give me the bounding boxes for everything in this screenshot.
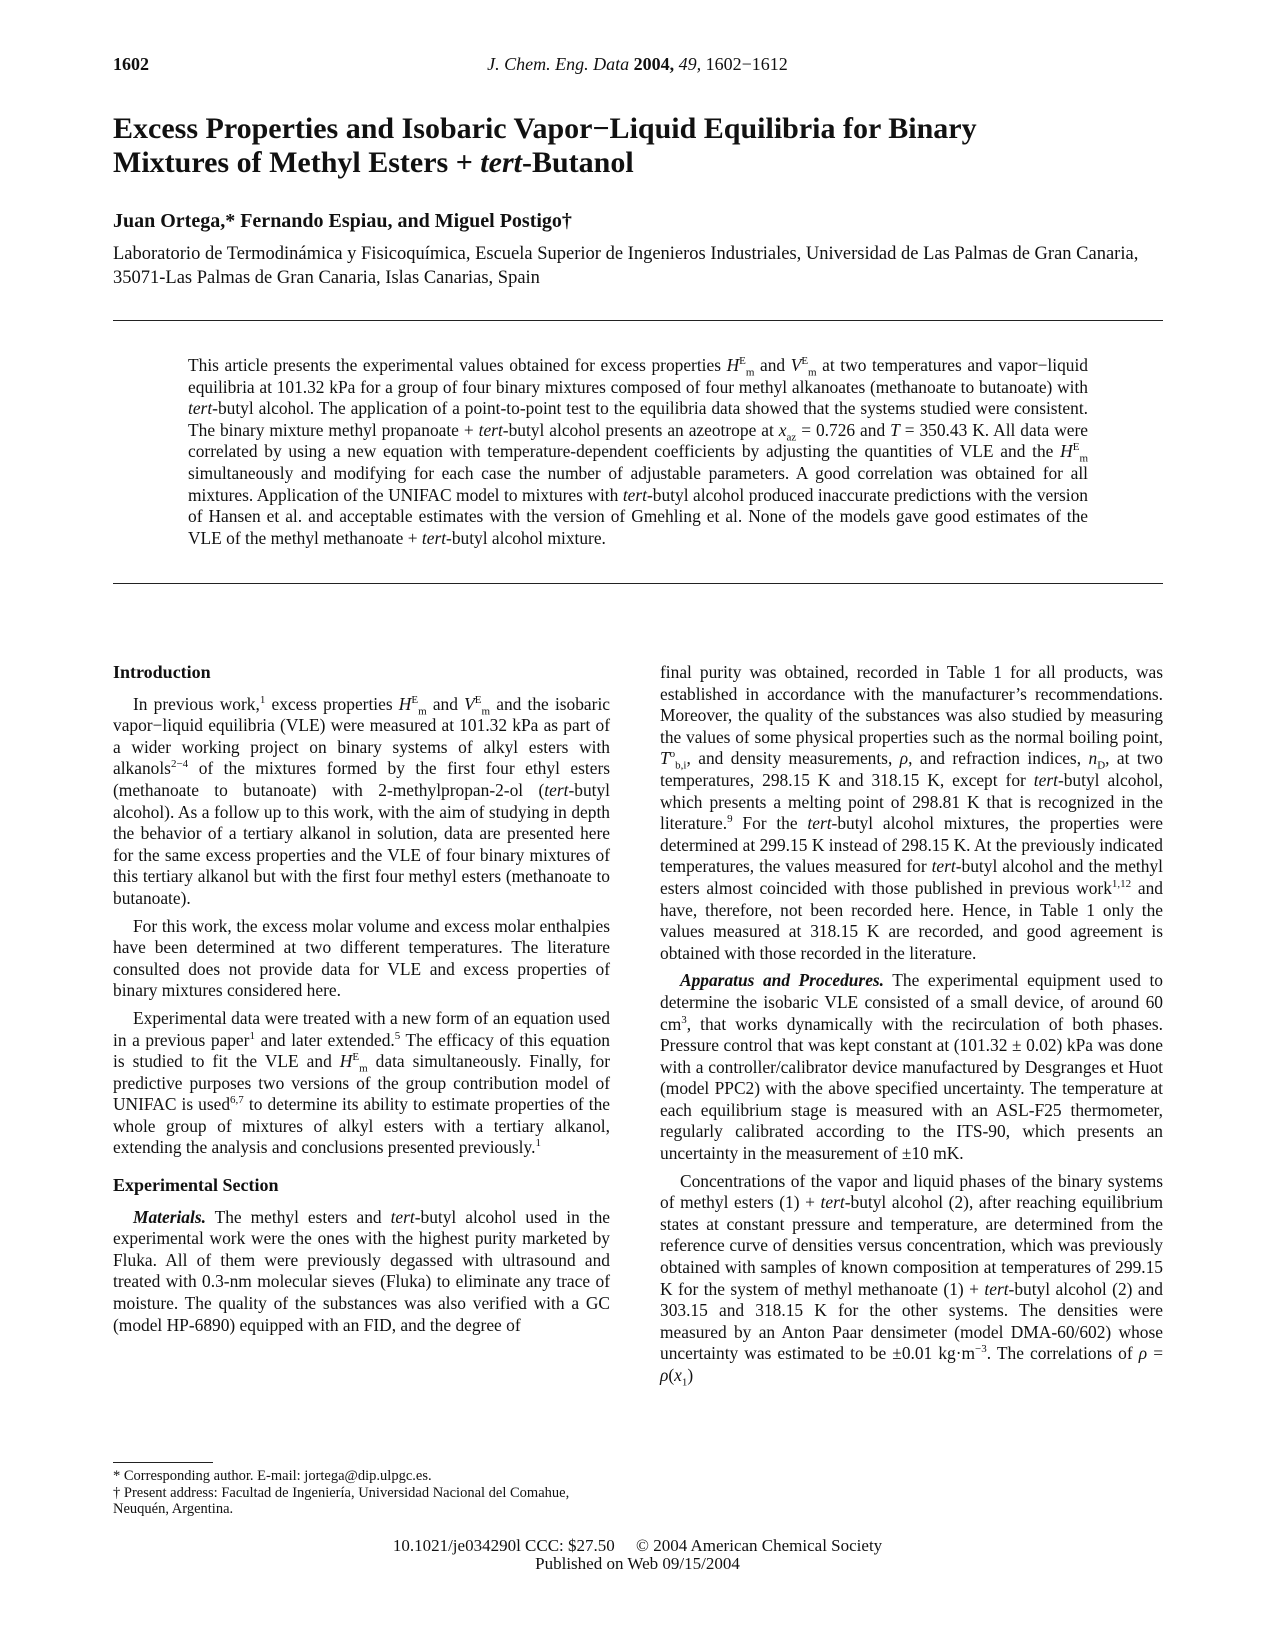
page-footer <box>0 1537 1275 1573</box>
publication-date-line: Published on Web 09/15/2004 <box>535 1554 740 1573</box>
title-line-2: Mixtures of Methyl Esters + tert-Butanol <box>113 146 634 179</box>
concentrations-paragraph: Concentrations of the vapor and liquid phases of the binary systems of methyl esters (1) + tert-butyl alcohol (2), after reaching equilibrium states at constant pressure and temperature, are determined from the reference curve of densities versus concentration, which was previously obtained with samples of known composition at temperatures of 299.15 K for the system of methyl methanoate (1) + tert-butyl alcohol (2) and 303.15 and 318.15 K for the other systems. The densities were measured by an Anton Paar densimeter (model DMA-60/602) whose uncertainty was estimated to be ±0.01 $kg\cdot m^{-3}$. The correlations of $\rho = \rho(x_1)$ <box>660 1170 1164 1389</box>
experimental-heading: Experimental Section <box>113 1175 279 1196</box>
footnote-corresponding-author: * Corresponding author. E-mail: jortega@dip.ulpgc.es. <box>113 1468 432 1484</box>
title-line-1: Excess Properties and Isobaric Vapor−Liquid Equilibria for Binary <box>113 112 977 145</box>
right-column <box>660 662 1163 1387</box>
abstract-top-rule <box>113 320 1163 321</box>
materials-paragraph: Materials. The methyl esters and tert-butyl alcohol used in the experimental work were the ones with the highest purity marketed by Fluka. All of them were previously degassed with ultrasound and treated with 0.3-nm molecular sieves (Fluka) to eliminate any trace of moisture. The quality of the substances was also verified with a GC (model HP-6890) equipped with an FID, and the degree of <box>113 1206 610 1335</box>
abstract-bottom-rule <box>113 583 1163 584</box>
intro-paragraph-3: Experimental data were treated with a new form of an equation used in a previous paper$^1$ and later extended.$^5$ The efficacy of this equation is studied to fit the VLE and $H^E_m$ data simultaneously. Finally, for predictive purposes two versions of the group contribution model of UNIFAC is used$^{6,7}$ to determine its ability to estimate properties of the whole group of mixtures of alkyl esters with a tertiary alkanol, extending the analysis and conclusions presented previously.$^1$ <box>113 1007 610 1158</box>
journal-year: 2004, <box>633 54 675 74</box>
intro-paragraph-1: In previous work,$^1$ excess properties $H^E_m$ and $V^E_m$ and the isobaric vapor−liquid equilibria (VLE) were measured at 101.32 kPa as part of a wider working project on binary systems of alkyl esters with alkanols$^{2-4}$ of the mixtures formed by the first four ethyl esters (methanoate to butanoate) with 2-methylpropan-2-ol (tert-butyl alcohol). As a follow up to this work, with the aim of studying in depth the behavior of a tertiary alkanol in solution, data are presented here for the same excess properties and the VLE of four binary mixtures of this tertiary alkanol but with the first four methyl esters (methanoate to butanoate). <box>113 693 610 908</box>
affiliation: Laboratorio de Termodinámica y Fisicoquímica, Escuela Superior de Ingenieros Industriales, Universidad de Las Palmas de Gran Canaria, 35071-Las Palmas de Gran Canaria, Islas Canarias, Spain <box>113 244 1139 288</box>
left-column <box>113 662 610 1336</box>
intro-paragraph-2: For this work, the excess molar volume and excess molar enthalpies have been determined at two different temperatures. The literature consulted does not provide data for VLE and excess properties of binary mixtures considered here. <box>113 915 610 1001</box>
page-number: 1602 <box>113 54 149 74</box>
journal-volume: 49, <box>678 54 702 74</box>
apparatus-paragraph: Apparatus and Procedures. The experimental equipment used to determine the isobaric VLE consisted of a small device, of around 60 $cm^3$, that works dynamically with the recirculation of both phases. Pressure control that was kept constant at (101.32 ± 0.02) kPa was done with a controller/calibrator device manufactured by Desgranges et Huot (model PPC2) with the above specified uncertainty. The temperature at each equilibrium stage is measured with an ASL-F25 thermometer, regularly calibrated according to the ITS-90, which presents an uncertainty in the measurement of ±10 mK. <box>660 970 1163 1164</box>
footnote-present-address: † Present address: Facultad de Ingeniería, Universidad Nacional del Comahue, Neuquén, Argentina. <box>113 1485 570 1517</box>
materials-continued-paragraph: final purity was obtained, recorded in Table 1 for all products, was established in accordance with the manufacturer’s recommendations. Moreover, the quality of the substances was also studied by measuring the values of some physical properties such as the normal boiling point, $T^o_{b,i}$, and density measurements, ρ, and refraction indices, $n_D$, at two temperatures, 298.15 K and 318.15 K, except for tert-butyl alcohol, which presents a melting point of 298.81 K that is recognized in the literature.$^9$ For the tert-butyl alcohol mixtures, the properties were determined at 299.15 K instead of 298.15 K. At the previously indicated temperatures, the values measured for tert-butyl alcohol and the methyl esters almost coincided with those published in previous work$^{1,12}$ and have, therefore, not been recorded here. Hence, in Table 1 only the values measured at 318.15 K are recorded, and good agreement is obtained with those recorded in the literature. <box>660 662 1163 963</box>
footnotes <box>113 1468 623 1518</box>
article-title <box>113 112 1163 180</box>
footnote-rule <box>113 1462 213 1463</box>
doi-copyright-line: 10.1021/je034290l CCC: $27.50 © 2004 American Chemical Society <box>392 1536 883 1555</box>
journal-name: J. Chem. Eng. Data <box>487 54 630 74</box>
journal-citation <box>0 54 1275 75</box>
author-list: Juan Ortega,* Fernando Espiau, and Miguel Postigo† <box>113 210 572 232</box>
introduction-heading: Introduction <box>113 662 211 682</box>
abstract: This article presents the experimental values obtained for excess properties $H^E_m$ and $V^E_m$ at two temperatures and vapor−liquid equilibria at 101.32 kPa for a group of four binary mixtures composed of four methyl alkanoates (methanoate to butanoate) with tert-butyl alcohol. The application of a point-to-point test to the equilibria data showed that the systems studied were consistent. The binary mixture methyl propanoate + tert-butyl alcohol presents an azeotrope at $x_{az} = 0.726$ and T = 350.43 K. All data were correlated by using a new equation with temperature-dependent coefficients by adjusting the quantities of VLE and the $H^E_m$ simultaneously and modifying for each case the number of adjustable parameters. A good correlation was obtained for all mixtures. Application of the UNIFAC model to mixtures with tert-butyl alcohol produced inaccurate predictions with the version of Hansen et al. and acceptable estimates with the version of Gmehling et al. None of the models gave good estimates of the VLE of the methyl methanoate + tert-butyl alcohol mixture. <box>188 355 1089 548</box>
journal-pages: 1602−1612 <box>705 54 788 74</box>
